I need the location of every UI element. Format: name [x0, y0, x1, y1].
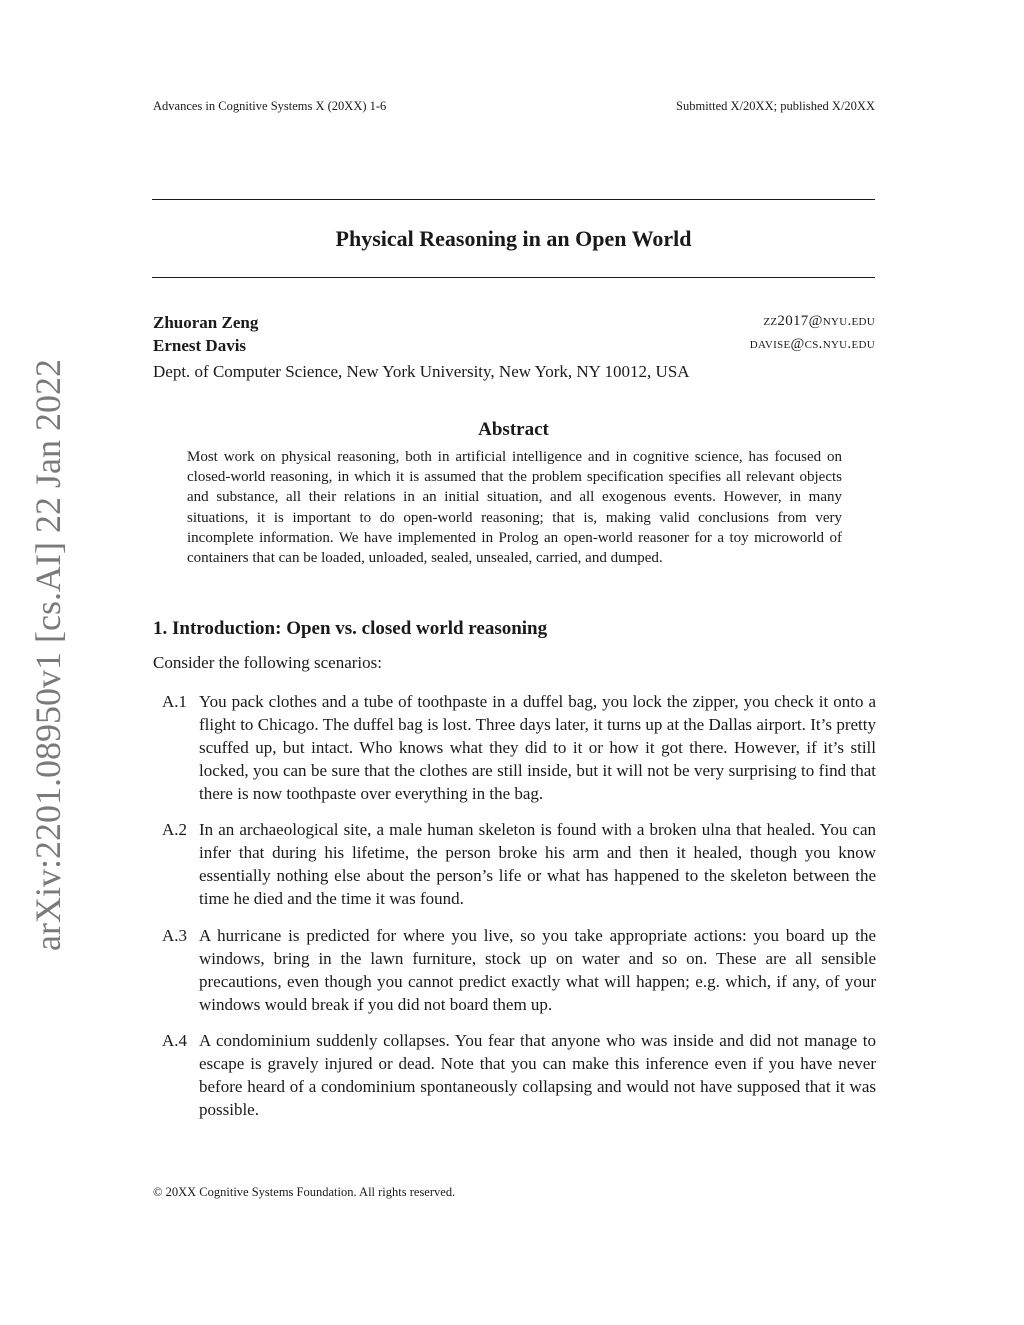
scenario-a1: [153, 690, 876, 805]
scenario-label: A.2: [162, 820, 188, 839]
scenario-a2: [153, 818, 876, 910]
scenario-text: A hurricane is predicted for where you live, so you take appropriate actions: you board up the windows, bring in the lawn furniture, stock up on water and so on. These are all sensible precautions, even though you cannot predict exactly what will happen; e.g. which, if any, of your windows would break if you did not board them up.: [199, 926, 876, 1014]
running-header-journal: Advances in Cognitive Systems X (20XX) 1-6: [153, 99, 387, 113]
title-rule-bottom: [152, 277, 875, 278]
scenario-text: A condominium suddenly collapses. You fear that anyone who was inside and did not manage to escape is gravely injured or dead. Note that you can make this inference even if you have never before heard of a condominium spontaneously collapsing and would not have supposed that it was possible.: [199, 1031, 876, 1119]
arxiv-identifier-stamp[interactable]: arXiv:2201.08950v1 [cs.AI] 22 Jan 2022: [28, 359, 68, 951]
scenario-a4: [153, 1029, 876, 1121]
abstract-heading: Abstract: [478, 419, 549, 440]
scenario-label: A.3: [162, 926, 188, 945]
author-name-2: Ernest Davis: [153, 336, 247, 355]
scenario-text: You pack clothes and a tube of toothpaste in a duffel bag, you lock the zipper, you check it onto a flight to Chicago. The duffel bag is lost. Three days later, it turns up at the Dallas airport. It’s pretty scuffed up, but intact. Who knows what they did to it or how it got there. However, if it’s still locked, you can be sure that the clothes are still inside, but it will not be very surprising to find that there is now toothpaste over everything in the bag.: [199, 692, 876, 803]
author-email-1[interactable]: zz2017@nyu.edu: [763, 313, 875, 329]
affiliation: Dept. of Computer Science, New York University, New York, NY 10012, USA: [153, 362, 690, 381]
section-heading-introduction: 1. Introduction: Open vs. closed world reasoning: [153, 618, 548, 639]
scenario-label: A.1: [162, 692, 188, 711]
scenario-a3: [153, 924, 876, 1016]
abstract-body: Most work on physical reasoning, both in artificial intelligence and in cognitive science, has focused on closed-world reasoning, in which it is assumed that the problem specification specifies all relevant objects and substance, all their relations in an initial situation, and all exogenous events. However, in many situations, it is important to do open-world reasoning; that is, making valid conclusions from very incomplete information. We have implemented in Prolog an open-world reasoner for a toy microworld of containers that can be loaded, unloaded, sealed, unsealed, carried, and dumped.: [187, 449, 842, 567]
copyright-footer: © 20XX Cognitive Systems Foundation. All rights reserved.: [153, 1185, 456, 1199]
scenario-label: A.4: [162, 1031, 188, 1050]
author-email-2[interactable]: davise@cs.nyu.edu: [749, 336, 875, 352]
author-name-1: Zhuoran Zeng: [153, 313, 259, 332]
running-header-dates: Submitted X/20XX; published X/20XX: [676, 99, 875, 113]
paper-title: Physical Reasoning in an Open World: [335, 226, 692, 251]
intro-sentence: Consider the following scenarios:: [153, 653, 382, 672]
title-rule-top: [152, 199, 875, 200]
scenario-text: In an archaeological site, a male human skeleton is found with a broken ulna that healed. You can infer that during his lifetime, the person broke his arm and then it healed, though you know essentially nothing else about the person’s life or what has happened to the skeleton between the time he died and the time it was found.: [199, 820, 876, 908]
